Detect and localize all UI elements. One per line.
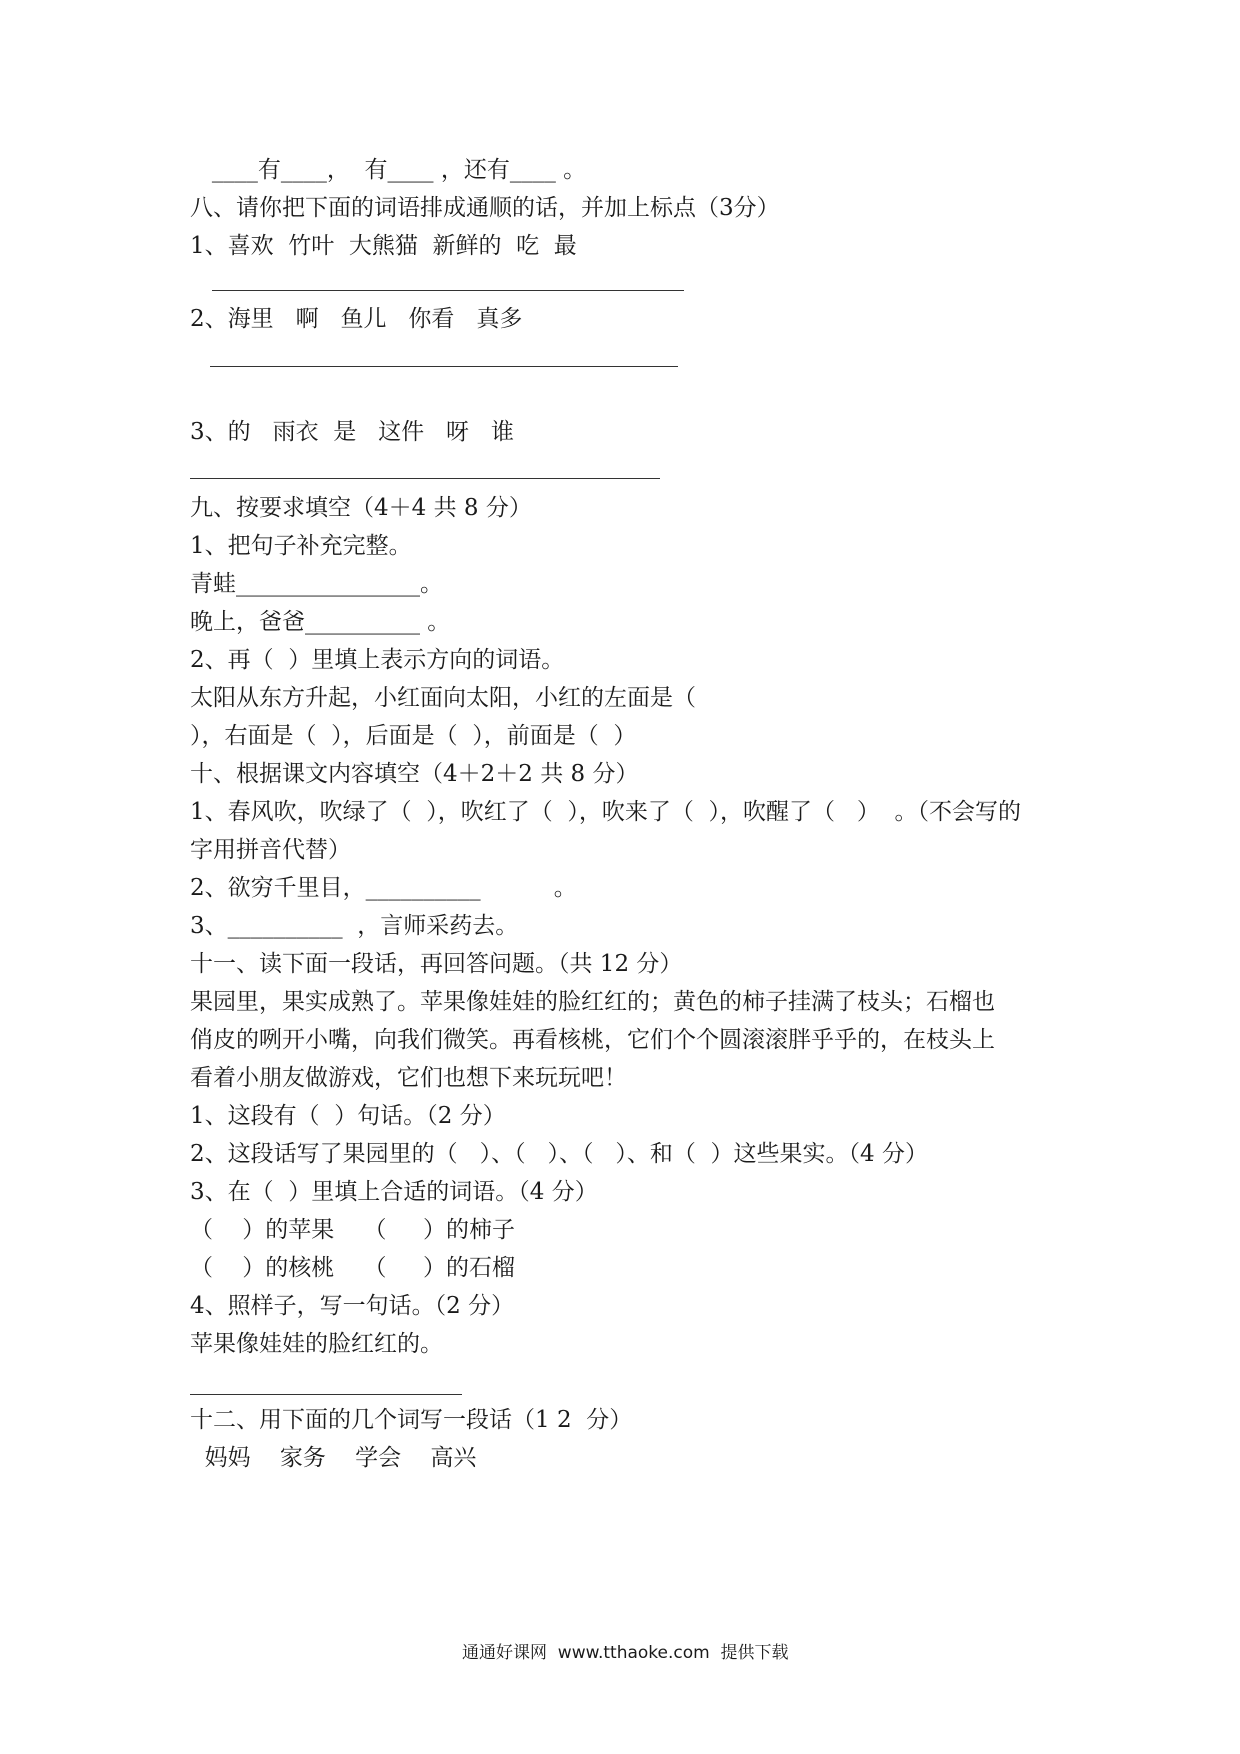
question-8-2: 2、海里 啊 鱼儿 你看 真多	[190, 306, 523, 332]
passage-text: 看着小朋友做游戏，它们也想下来玩玩吧！	[190, 1065, 627, 1091]
question-text: ），右面是（ ），后面是（ ），前面是（ ）	[190, 723, 637, 749]
question-10-1: 1、春风吹，吹绿了（ ），吹红了（ ），吹来了（ ），吹醒了（ ） 。（不会写的	[190, 799, 1022, 825]
question-11-2: 2、这段话写了果园里的（ ）、（ ）、（ ）、和（ ）这些果实。（4 分）	[190, 1141, 928, 1167]
section-11-heading: 十一、读下面一段话，再回答问题。（共 12 分）	[190, 951, 683, 977]
question-10-3: 3、__________ ，言师采药去。	[190, 913, 519, 939]
example-sentence: 苹果像娃娃的脸红红的。	[190, 1331, 443, 1357]
answer-line	[190, 1394, 462, 1395]
question-10-2: 2、欲穷千里目，__________ 。	[190, 875, 577, 901]
section-12-heading: 十二、用下面的几个词写一段话（1 2 分）	[190, 1407, 633, 1433]
sentence-completion: 晚上，爸爸__________ 。	[190, 609, 451, 635]
passage-text: 俏皮的咧开小嘴，向我们微笑。再看核桃，它们个个圆滚滚胖乎乎的，在枝头上	[190, 1027, 995, 1053]
question-9-1: 1、把句子补充完整。	[190, 533, 412, 559]
passage-text: 果园里，果实成熟了。苹果像娃娃的脸红红的；黄色的柿子挂满了枝头；石榴也	[190, 989, 995, 1015]
answer-line	[212, 290, 684, 291]
page-footer: 通通好课网 www.tthaoke.com 提供下载	[462, 1643, 789, 1663]
word-list: 妈妈 家务 学会 高兴	[190, 1445, 477, 1471]
answer-line	[210, 366, 678, 367]
question-8-3: 3、的 雨衣 是 这件 呀 谁	[190, 419, 514, 445]
question-11-1: 1、这段有（ ）句话。（2 分）	[190, 1103, 506, 1129]
question-text: 字用拼音代替）	[190, 837, 351, 863]
fill-blank-line: ____有____， 有____ ，还有____ 。	[190, 157, 587, 183]
question-text: 太阳从东方升起，小红面向太阳，小红的左面是（	[190, 685, 696, 711]
section-10-heading: 十、根据课文内容填空（4＋2＋2 共 8 分）	[190, 761, 639, 787]
word-blank-row: （ ）的苹果 （ ）的柿子	[190, 1217, 516, 1243]
question-8-1: 1、喜欢 竹叶 大熊猫 新鲜的 吃 最	[190, 233, 577, 259]
question-11-3: 3、在（ ）里填上合适的词语。（4 分）	[190, 1179, 598, 1205]
question-11-4: 4、照样子，写一句话。（2 分）	[190, 1293, 515, 1319]
section-8-heading: 八、请你把下面的词语排成通顺的话，并加上标点（3分）	[190, 195, 780, 221]
word-blank-row: （ ）的核桃 （ ）的石榴	[190, 1255, 516, 1281]
answer-line	[190, 478, 660, 479]
question-9-2: 2、再（ ）里填上表示方向的词语。	[190, 647, 565, 673]
section-9-heading: 九、按要求填空（4＋4 共 8 分）	[190, 495, 532, 521]
sentence-completion: 青蛙________________。	[190, 571, 443, 597]
